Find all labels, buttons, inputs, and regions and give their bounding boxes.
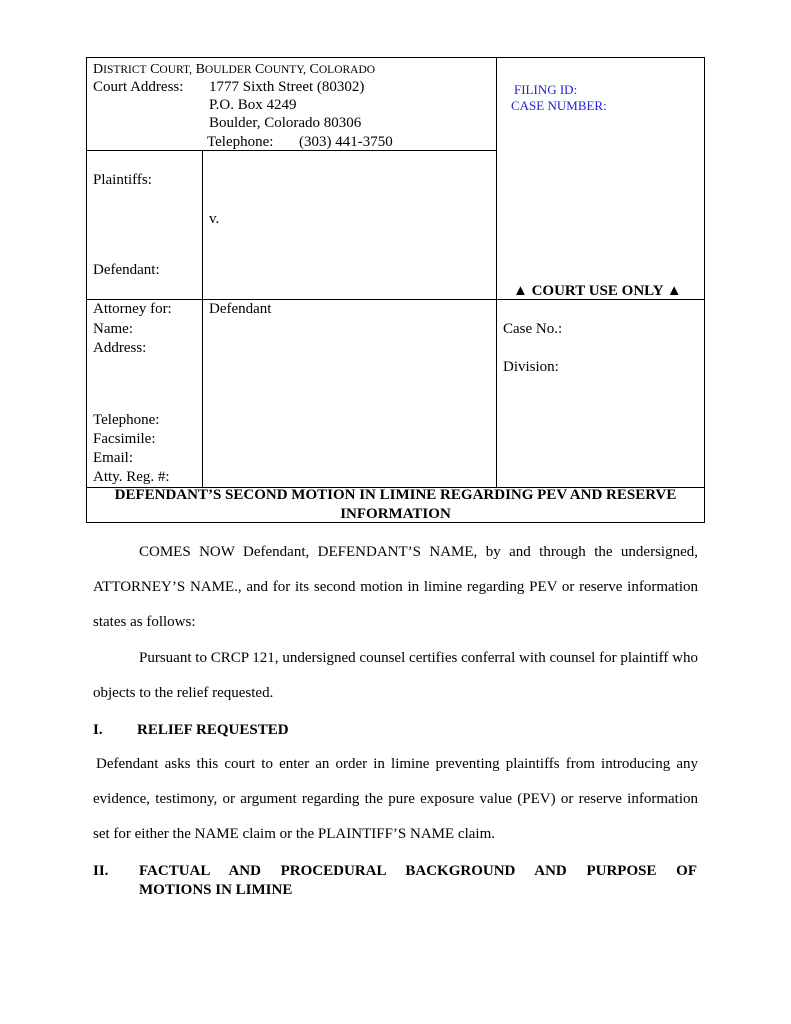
attorney-registration-label: Atty. Reg. #: xyxy=(93,469,170,485)
case-number-label: CASE NUMBER: xyxy=(511,98,607,113)
division-label: Division: xyxy=(503,359,559,375)
caption-divider-court xyxy=(87,150,496,151)
attorney-address-label: Address: xyxy=(93,340,147,356)
section-heading-relief-requested: RELIEF REQUESTED xyxy=(137,722,289,738)
court-telephone-value: (303) 441-3750 xyxy=(299,134,393,150)
attorney-facsimile-label: Facsimile: xyxy=(93,431,156,447)
attorney-email-label: Email: xyxy=(93,450,133,466)
section-heading-background xyxy=(139,862,697,900)
court-name: DISTRICT COURT, BOULDER COUNTY, COLORADO xyxy=(93,62,376,77)
motion-title-line-1: DEFENDANT’S SECOND MOTION IN LIMINE REGARDING PEV AND RESERVE xyxy=(114,487,677,503)
court-address-line: Boulder, Colorado 80306 xyxy=(209,115,362,131)
section-heading-background-line-2: MOTIONS IN LIMINE xyxy=(139,882,293,898)
conferral-paragraph: Pursuant to CRCP 121, undersigned counsel certifies conferral with counsel for plaintiff who objects to the relief requested. xyxy=(93,650,698,701)
case-no-label: Case No.: xyxy=(503,321,563,337)
attorney-for-label: Attorney for: xyxy=(93,301,172,317)
plaintiffs-label: Plaintiffs: xyxy=(93,172,152,188)
attorney-name-label: Name: xyxy=(93,321,133,337)
case-caption-table xyxy=(86,57,705,523)
attorney-telephone-label: Telephone: xyxy=(93,412,160,428)
caption-divider-label-column xyxy=(202,150,203,488)
court-address-line: 1777 Sixth Street (80302) xyxy=(209,79,365,95)
court-telephone-label: Telephone: xyxy=(207,134,274,150)
relief-paragraph: Defendant asks this court to enter an order in limine preventing plaintiffs from introducing any evidence, testimony, or argument regarding the pure exposure value (PEV) or reserve information set for either the NAME claim or the PLAINTIFF’S NAME claim. xyxy=(93,756,698,842)
section-heading-number: II. xyxy=(93,863,109,879)
court-address-line: P.O. Box 4249 xyxy=(209,97,297,113)
filing-id-label: FILING ID: xyxy=(514,82,578,97)
versus-text: v. xyxy=(209,211,220,227)
motion-title-line-2: INFORMATION xyxy=(340,506,451,522)
court-address-label: Court Address: xyxy=(93,79,184,95)
defendant-label: Defendant: xyxy=(93,262,160,278)
attorney-for-value: Defendant xyxy=(209,301,272,317)
court-use-only-label: ▲ COURT USE ONLY ▲ xyxy=(513,283,682,299)
caption-divider-vertical xyxy=(496,58,497,488)
intro-paragraph: COMES NOW Defendant, DEFENDANT’S NAME, by and through the undersigned, ATTORNEY’S NAME., and for its second motion in limine regarding PEV or reserve information states as follows: xyxy=(93,544,698,630)
section-heading-number: I. xyxy=(93,722,103,738)
section-heading-background-line-1: FACTUAL AND PROCEDURAL BACKGROUND AND PURPOSE OF xyxy=(139,863,697,879)
